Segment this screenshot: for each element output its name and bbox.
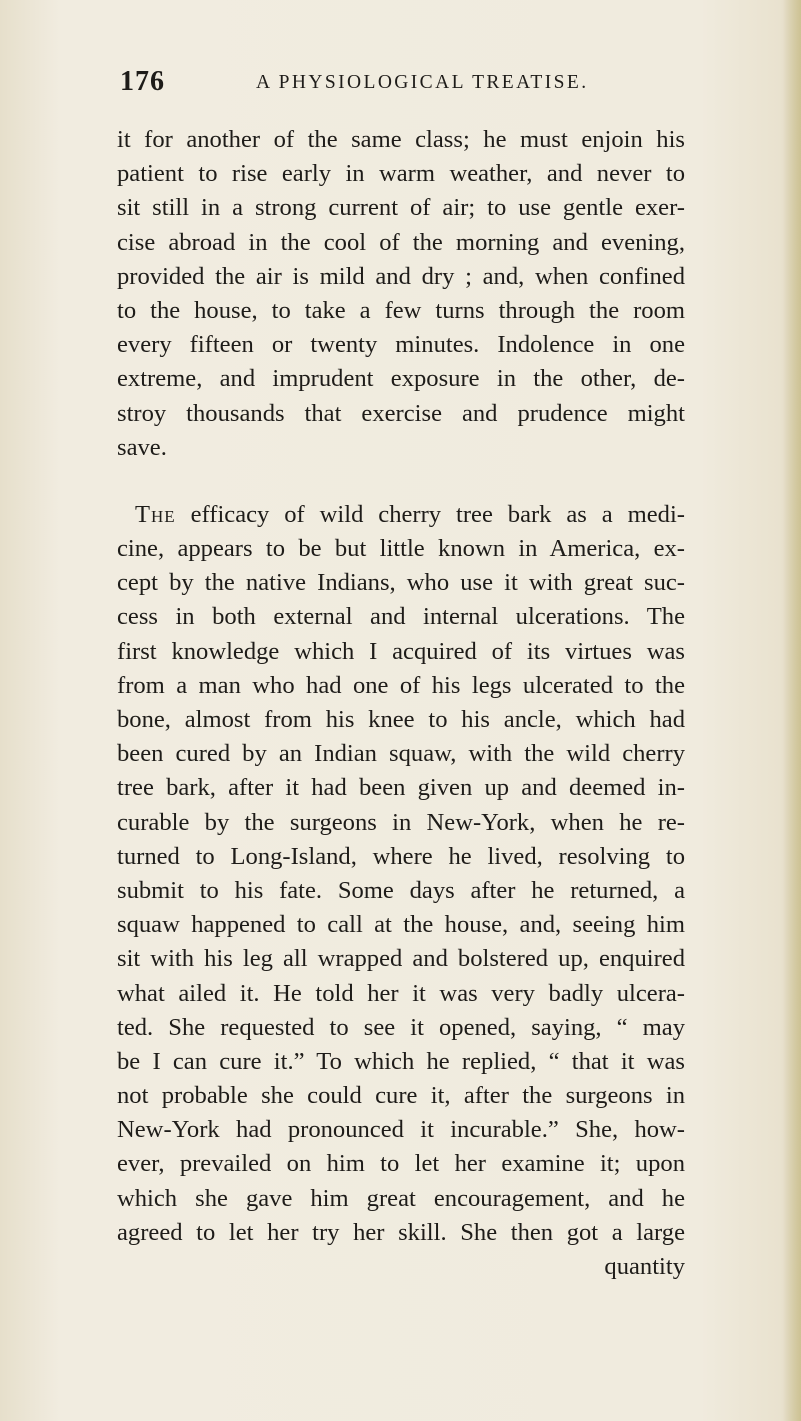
text-line: New-York had pronounced it incurable.” She, how- [117,1116,685,1144]
text-line: cept by the native Indians, who use it with great suc- [117,569,685,597]
text-line: first knowledge which I acquired of its virtues was [117,637,685,665]
first-line-rest: efficacy of wild cherry tree bark as a medi- [190,500,685,528]
text-line: it for another of the same class; he must enjoin his [117,126,685,153]
catchword: quantity [604,1253,685,1280]
text-line: be I can cure it.” To which he replied, “ that it was [117,1047,685,1075]
text-line: what ailed it. He told her it was very badly ulcera- [117,979,685,1007]
text-line: cess in both external and internal ulcerations. The [117,603,685,631]
page-edge-shadow [783,0,801,1421]
text-line: bone, almost from his knee to his ancle, which had [117,706,685,733]
text-line: save. [117,433,167,461]
paragraph-1 [117,123,685,465]
body-text [117,123,685,1284]
running-title: A PHYSIOLOGICAL TREATISE. [256,72,589,93]
text-line: from a man who had one of his legs ulcerated to the [117,671,685,699]
text-line: turned to Long-Island, where he lived, resolving to [117,842,685,870]
text-line: every fifteen or twenty minutes. Indolence in one [117,331,685,359]
text-line: to the house, to take a few turns through the room [117,296,685,324]
text-line: cine, appears to be but little known in America, ex- [117,535,685,563]
text-line: curable by the surgeons in New-York, when he re- [117,808,685,836]
text-line: not probable she could cure it, after the surgeons in [117,1082,685,1110]
text-line: extreme, and imprudent exposure in the other, de- [117,365,685,393]
running-head [120,66,680,106]
text-line: ted. She requested to see it opened, saying, “ may [117,1013,685,1041]
text-line: sit still in a strong current of air; to use gentle exer- [117,194,685,222]
text-line: which she gave him great encouragement, and he [117,1184,685,1212]
text-line: sit with his leg all wrapped and bolstered up, enquired [117,945,685,973]
text-line: submit to his fate. Some days after he returned, a [117,876,685,904]
text-line-first [117,498,685,532]
text-line: cise abroad in the cool of the morning and evening, [117,228,685,256]
text-line: squaw happened to call at the house, and, seeing him [117,911,685,939]
page-number: 176 [120,66,165,97]
paragraph-2 [117,498,685,1284]
lead-word: The [135,500,176,528]
text-line: been cured by an Indian squaw, with the wild cherry [117,740,685,768]
text-line: agreed to let her try her skill. She then got a large [117,1218,685,1246]
text-line: patient to rise early in warm weather, and never to [117,160,685,188]
text-line: stroy thousands that exercise and prudence might [117,399,685,427]
text-line: ever, prevailed on him to let her examine it; upon [117,1150,685,1178]
paragraph-gap [117,465,685,498]
text-line: tree bark, after it had been given up and deemed in- [117,774,685,802]
text-line: provided the air is mild and dry ; and, when confined [117,262,685,290]
